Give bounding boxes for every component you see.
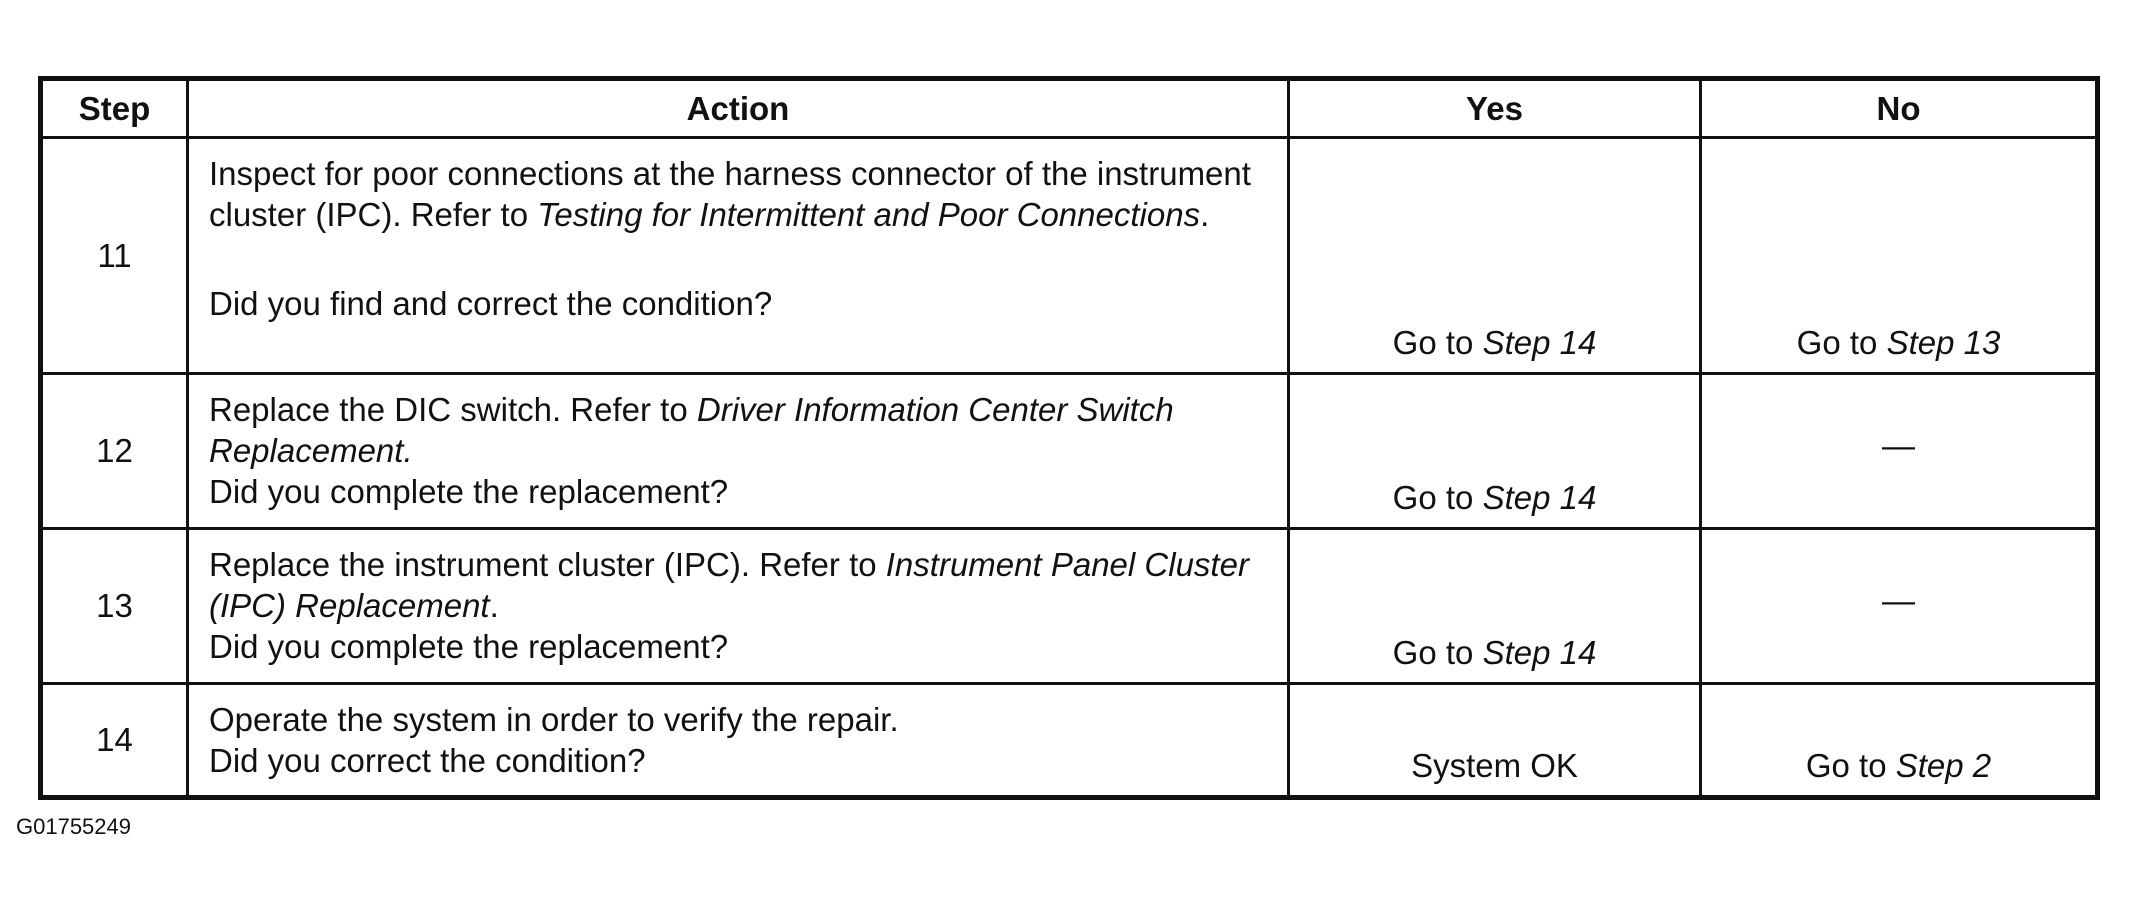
yes-cell: Go to Step 14 <box>1289 138 1701 374</box>
action-text: Replace the instrument cluster (IPC). Refer to Instrument Panel Cluster (IPC) Replacement. <box>209 546 1249 624</box>
action-reference: Testing for Intermittent and Poor Connections <box>537 196 1201 233</box>
no-cell <box>1701 374 2098 529</box>
no-reference: Step 13 <box>1886 324 2001 361</box>
figure-id: G01755249 <box>16 814 131 839</box>
no-value-dash: — <box>1882 427 1915 464</box>
header-step: Step <box>41 79 188 138</box>
no-reference: Step 2 <box>1895 747 1992 784</box>
no-cell: Go to Step 2 <box>1701 684 2098 798</box>
action-question: Did you correct the condition? <box>209 742 646 779</box>
no-cell <box>1701 529 2098 684</box>
no-cell: Go to Step 13 <box>1701 138 2098 374</box>
action-text: Inspect for poor connections at the harness connector of the instrument cluster (IPC). Refer to Testing for Intermittent and Poor Connections. <box>209 155 1251 233</box>
step-number: 13 <box>41 529 188 684</box>
action-reference: Driver Information Center Switch Replacement. <box>209 391 1174 469</box>
action-text: Replace the DIC switch. Refer to Driver Information Center Switch Replacement. <box>209 391 1174 469</box>
table-row <box>41 529 2098 684</box>
yes-cell: Go to Step 14 <box>1289 529 1701 684</box>
yes-cell: System OK <box>1289 684 1701 798</box>
action-reference: Instrument Panel Cluster (IPC) Replacement <box>209 546 1249 624</box>
action-cell <box>188 529 1289 684</box>
header-no: No <box>1701 79 2098 138</box>
action-text: Operate the system in order to verify the repair. <box>209 701 899 738</box>
diagnostic-table <box>38 76 2100 800</box>
header-yes: Yes <box>1289 79 1701 138</box>
yes-reference: Step 14 <box>1482 479 1597 516</box>
table-row <box>41 684 2098 798</box>
step-number: 11 <box>41 138 188 374</box>
yes-cell: Go to Step 14 <box>1289 374 1701 529</box>
action-question: Did you find and correct the condition? <box>209 285 773 322</box>
header-action: Action <box>188 79 1289 138</box>
table-row <box>41 374 2098 529</box>
step-number: 12 <box>41 374 188 529</box>
action-cell <box>188 374 1289 529</box>
header-row <box>41 79 2098 138</box>
no-value-dash: — <box>1882 582 1915 619</box>
table-row <box>41 138 2098 374</box>
action-question: Did you complete the replacement? <box>209 473 729 510</box>
yes-reference: Step 14 <box>1482 324 1597 361</box>
action-cell <box>188 138 1289 374</box>
action-question: Did you complete the replacement? <box>209 628 729 665</box>
step-number: 14 <box>41 684 188 798</box>
action-cell <box>188 684 1289 798</box>
yes-reference: Step 14 <box>1482 634 1597 671</box>
